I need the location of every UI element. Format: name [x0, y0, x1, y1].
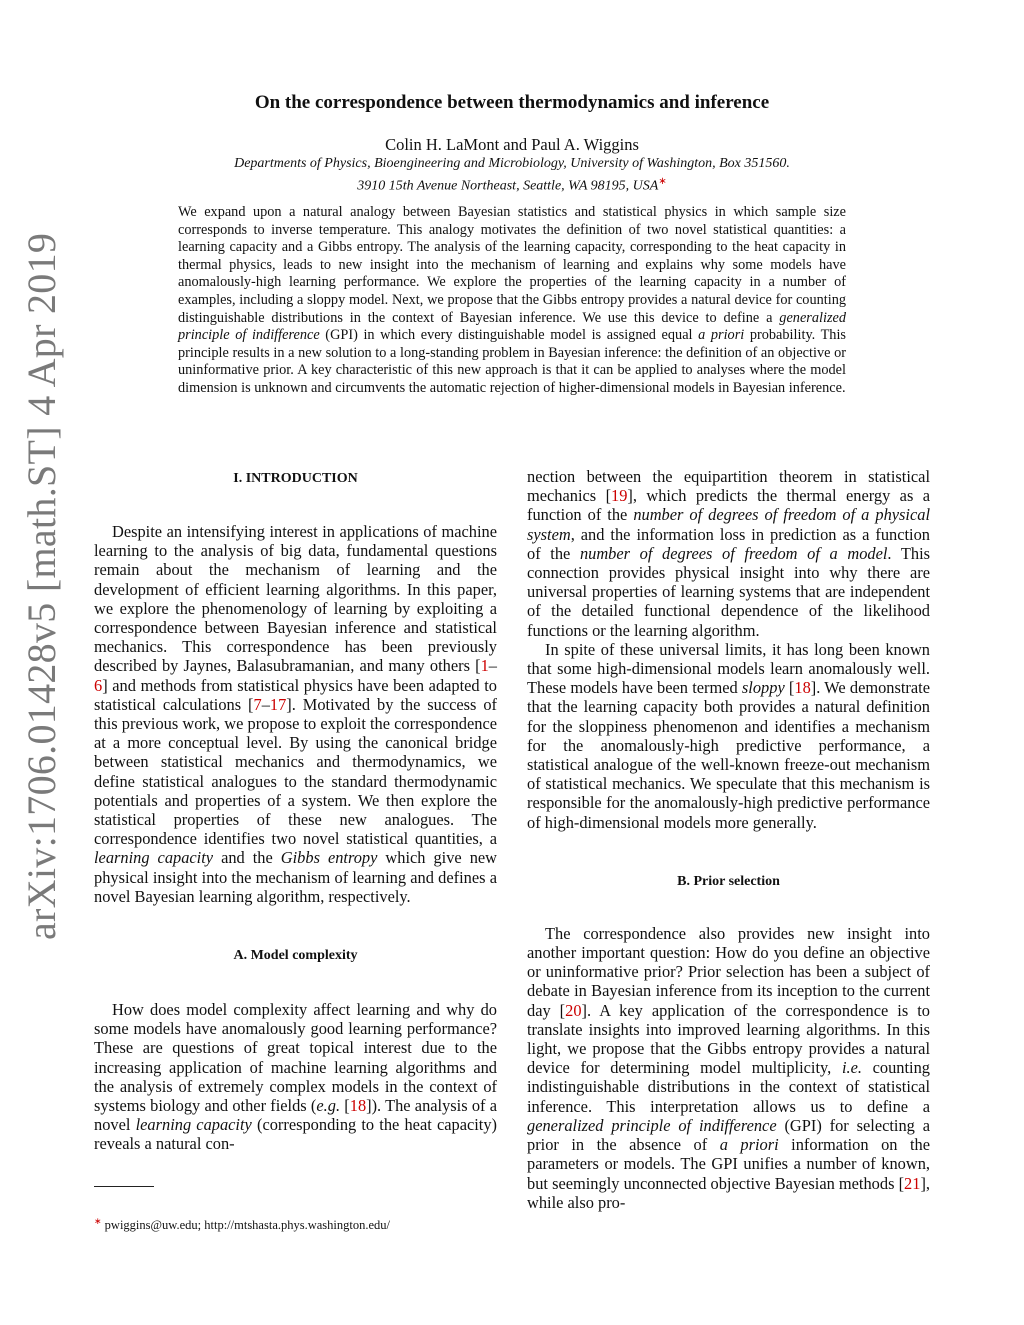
body-text: ]. A key application of the correspondence is to translate insights into improved learning algorithms. In this light, we propose that the Gibbs entropy provides a natural device for determining model multiplicity,	[527, 1000, 930, 1078]
emphasis-text: number of degrees of freedom of a model	[579, 543, 888, 563]
abstract-text: probability. This principle results in a new solution to a long-standing problem in Bayesian inference: the definition of an objective or uninformative prior. A key characteristic of this new approach is that it can be applied to analyses where the model dimension is unknown and circumvents the automatic rejection of higher-dimensional models in Bayesian inference.	[178, 327, 846, 396]
continued-paragraph	[527, 467, 930, 640]
emphasis-text: generalized principle of indifference	[527, 1115, 777, 1135]
body-text: How does model complexity affect learning and why do some models have anomalously good learning performance? These are questions of great topical interest due to the increasing application of machine learning algorithms and the analysis of extremely complex models in the context of systems biology and other fields (	[94, 1000, 497, 1116]
citation-link[interactable]: 19	[611, 486, 628, 506]
model-complexity-paragraph	[94, 1000, 497, 1154]
body-text: In spite of these universal limits, it has long been known that some high-dimensional models learn anomalously well. These models have been termed	[527, 639, 930, 698]
body-text: –	[261, 694, 270, 714]
emphasis-text: i.e.	[841, 1058, 862, 1078]
body-text: –	[488, 656, 497, 676]
body-text: ]. Motivated by the success of this previous work, we propose to exploit the correspondence at a more conceptual level. By using the canonical bridge between statistical mechanics and thermodynamics, we define statistical analogues to the standard thermodynamic potentials and properties of a system. We then explore the statistical properties of these new analogues. The correspondence identifies two novel statistical quantities, a	[94, 694, 498, 849]
footnote-mark: ∗	[94, 1216, 102, 1226]
emphasis-text: learning capacity	[94, 848, 214, 868]
affiliation-line-2	[0, 173, 1024, 196]
subsection-heading-model-complexity: A. Model complexity	[233, 948, 358, 964]
citation-link[interactable]: 18	[794, 678, 811, 698]
body-text: nection between the equipartition theorem in statistical mechanics [	[527, 467, 930, 506]
arxiv-sidebar-stamp: arXiv:1706.01428v5 [math.ST] 4 Apr 2019	[19, 232, 64, 940]
abstract-text: (GPI) in which every distinguishable model is assigned equal	[319, 327, 699, 344]
emphasis-text: Gibbs entropy	[280, 848, 378, 868]
footnote-contact[interactable]: pwiggins@uw.edu; http://mtshasta.phys.washington.edu/	[101, 1218, 391, 1233]
section-heading-introduction: I. INTRODUCTION	[233, 471, 358, 486]
abstract-emphasis: a priori	[698, 327, 745, 344]
body-text: . This connection provides physical insight into why there are universal properties of learning systems that are independent of the detailed functional dependence of the likelihood functions or the learning algorithm.	[527, 543, 930, 640]
citation-link[interactable]: 17	[269, 694, 287, 714]
emphasis-text: sloppy	[741, 678, 785, 698]
abstract	[178, 204, 846, 398]
affiliation	[0, 155, 1024, 196]
body-text: [	[340, 1096, 350, 1116]
body-text: [	[784, 678, 795, 698]
footnote-divider	[94, 1186, 154, 1187]
affiliation-address: 3910 15th Avenue Northeast, Seattle, WA 98195, USA	[357, 178, 659, 194]
author-list: Colin H. LaMont and Paul A. Wiggins	[385, 135, 639, 154]
citation-link[interactable]: 7	[253, 694, 262, 714]
body-text: ]. We demonstrate that the learning capacity both provides a natural definition for the sloppiness phenomenon and identifies a mechanism for the anomalously-high predictive performance, a statistical analogue of the well-known freeze-out mechanism of statistical mechanics. We speculate that this mechanism is responsible for the anomalously-high predictive performance of high-dimensional models more generally.	[527, 678, 930, 832]
intro-paragraph	[94, 522, 497, 906]
body-text: (corresponding to the heat capacity) reveals a natural con-	[94, 1115, 498, 1154]
paper-title: On the correspondence between thermodynamics and inference	[254, 92, 770, 113]
body-text: , and the information loss in prediction as a function of the	[527, 524, 930, 563]
body-text: ] and methods from statistical physics have been adapted to statistical calculations [	[94, 675, 497, 714]
body-text: information on the parameters or models. The GPI unifies a number of known, but seemingly unconnected objective Bayesian methods [	[527, 1135, 930, 1193]
abstract-emphasis: generalized principle of indifference	[178, 309, 846, 344]
emphasis-text: e.g.	[316, 1096, 341, 1116]
body-text: and the	[213, 848, 281, 868]
emphasis-text: number of degrees of freedom of a physical system	[527, 505, 930, 544]
body-text: counting indistinguishable distributions in the context of statistical inference. This interpretation allows us to define a	[527, 1058, 930, 1116]
citation-link[interactable]: 18	[349, 1096, 367, 1116]
footnote	[94, 1216, 390, 1233]
citation-link[interactable]: 21	[904, 1173, 921, 1193]
citation-link[interactable]: 20	[565, 1000, 582, 1020]
body-text: ]). The analysis of a novel	[94, 1096, 498, 1135]
citation-link[interactable]: 6	[94, 675, 103, 695]
abstract-text: We expand upon a natural analogy between Bayesian statistics and statistical physics in which sample size corresponds to inverse temperature. This analogy motivates the definition of two novel statistical quantities: a learning capacity and a Gibbs entropy. The analysis of the learning capacity, corresponding to the heat capacity in thermal physics, leads to new insight into the mechanism of learning and explains why some models have anomalously-high learning performance. We explore the properties of the learning capacity in a number of examples, including a sloppy model. Next, we propose that the Gibbs entropy provides a natural device for counting distinguishable distributions in the context of Bayesian inference. We use this device to define a	[178, 204, 846, 326]
right-column	[527, 467, 930, 1212]
footnote-marker[interactable]: ∗	[658, 176, 667, 187]
body-text: The correspondence also provides new insight into another important question: How do you define an objective or uninformative prior? Prior selection has been a subject of debate in Bayesian inference from its inception to the current day [	[527, 923, 930, 1020]
left-column	[94, 469, 497, 1154]
sloppy-paragraph	[527, 640, 930, 832]
body-text: ], which predicts the thermal energy as a function of the	[527, 486, 930, 525]
affiliation-line-1: Departments of Physics, Bioengineering and Microbiology, University of Washington, Box 351560.	[234, 156, 790, 171]
emphasis-text: a priori	[719, 1135, 779, 1155]
body-text: ], while also pro-	[527, 1173, 930, 1212]
body-text: Despite an intensifying interest in applications of machine learning to the analysis of big data, fundamental questions remain about the mechanism of learning and the development of efficient learning algorithms. In this paper, we explore the phenomenology of learning by exploiting a correspondence between Bayesian inference and statistical mechanics. This correspondence has been previously described by Jaynes, Balasubramanian, and many others [	[94, 522, 497, 676]
subsection-heading-prior-selection: B. Prior selection	[677, 873, 780, 889]
body-text: which give new physical insight into the mechanism of learning and defines a novel Bayesian learning algorithm, respectively.	[94, 848, 497, 906]
prior-selection-paragraph	[527, 924, 930, 1212]
emphasis-text: learning capacity	[135, 1115, 252, 1135]
citation-link[interactable]: 1	[480, 656, 489, 676]
body-text: (GPI) for selecting a prior in the absence of	[527, 1115, 930, 1155]
